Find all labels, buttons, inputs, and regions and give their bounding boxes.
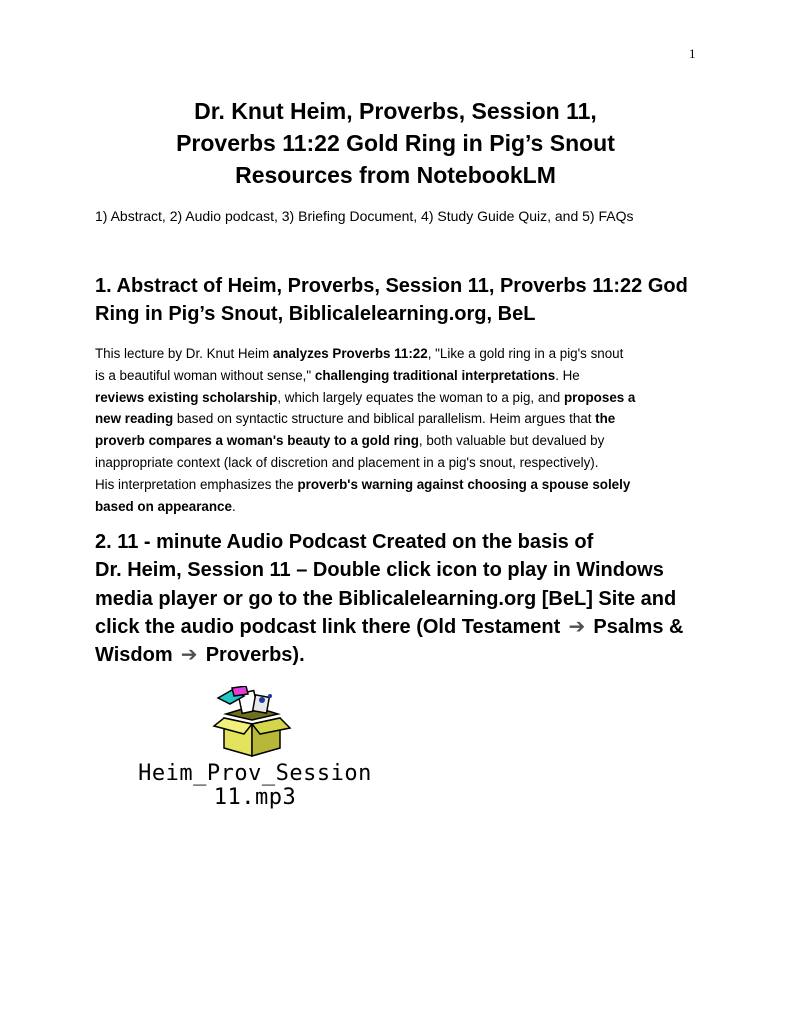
- section-2-text: click the audio podcast link there (Old Testament: [95, 615, 566, 638]
- abstract-text: , which largely equates the woman to a pig, and: [277, 389, 564, 405]
- abstract-bold-text: analyzes Proverbs 11:22: [272, 346, 428, 361]
- section-1-heading-line-2: Ring in Pig’s Snout, Biblicalelearning.org, BeL: [95, 303, 536, 325]
- abstract-bold-text: challenging traditional interpretations: [314, 367, 556, 383]
- title-line-2: Proverbs 11:22 Gold Ring in Pig’s Snout: [176, 130, 615, 156]
- abstract-bold-text: proverb compares a woman's beauty to a gold ring: [95, 433, 419, 449]
- abstract-line: [95, 387, 695, 409]
- abstract-text: . He: [555, 367, 580, 383]
- abstract-line: [95, 430, 695, 452]
- abstract-line: [95, 452, 695, 474]
- abstract-text: based on syntactic structure and biblical parallelism. Heim argues that: [173, 411, 596, 427]
- abstract-line: [95, 408, 695, 430]
- abstract-text: inappropriate context (lack of discretion and placement in a pig's snout, respectively).: [95, 454, 599, 470]
- abstract-line: [95, 365, 695, 387]
- abstract-text: is a beautiful woman without sense,": [95, 367, 315, 383]
- section-2-text: Wisdom: [95, 644, 179, 667]
- mp3-filename-line-2: 11.mp3: [213, 785, 297, 810]
- abstract-bold-text: based on appearance: [95, 498, 232, 514]
- abstract-paragraph: [95, 343, 695, 517]
- contents-list: 1) Abstract, 2) Audio podcast, 3) Briefing Document, 4) Study Guide Quiz, and 5) FAQs: [95, 208, 634, 224]
- section-1-heading: [95, 272, 715, 328]
- abstract-text: .: [231, 498, 236, 514]
- section-2-line-3: media player or go to the Biblicalelearning.org [BeL] Site and: [95, 587, 677, 610]
- mp3-filename-line-1: Heim_Prov_Session: [138, 761, 372, 786]
- section-2-line-4: [95, 613, 735, 641]
- right-arrow-icon: ➔: [180, 644, 198, 667]
- section-2-text: Psalms &: [587, 615, 684, 638]
- section-2-heading: [95, 528, 735, 669]
- section-2-line-5: [95, 641, 735, 669]
- section-2-text: Proverbs).: [200, 644, 305, 667]
- abstract-text: This lecture by Dr. Knut Heim: [95, 346, 273, 361]
- abstract-bold-text: reviews existing scholarship: [95, 389, 278, 405]
- document-title: [0, 95, 791, 191]
- abstract-bold-text: proverb's warning against choosing a spouse solely: [297, 476, 631, 492]
- abstract-bold-text: proposes a: [563, 389, 636, 405]
- abstract-text: , "Like a gold ring in a pig's snout: [427, 346, 624, 361]
- section-1-heading-line-1: 1. Abstract of Heim, Proverbs, Session 11, Proverbs 11:22 God: [95, 275, 688, 297]
- right-arrow-icon: ➔: [568, 615, 586, 638]
- abstract-text: , both valuable but devalued by: [418, 433, 605, 449]
- title-line-1: Dr. Knut Heim, Proverbs, Session 11,: [194, 98, 597, 124]
- section-2-line-1: 2. 11 - minute Audio Podcast Created on the basis of: [95, 531, 594, 553]
- abstract-line: [95, 343, 695, 365]
- abstract-bold-text: the: [595, 411, 616, 427]
- section-2-line-2: Dr. Heim, Session 11 – Double click icon to play in Windows: [95, 559, 664, 582]
- package-icon[interactable]: [204, 686, 300, 758]
- title-line-3: Resources from NotebookLM: [235, 162, 556, 188]
- abstract-line: [95, 474, 695, 496]
- mp3-attachment-label[interactable]: [90, 762, 420, 810]
- abstract-bold-text: new reading: [95, 411, 174, 427]
- abstract-line: [95, 496, 695, 518]
- abstract-text: His interpretation emphasizes the: [95, 476, 298, 492]
- page-number: 1: [689, 46, 696, 61]
